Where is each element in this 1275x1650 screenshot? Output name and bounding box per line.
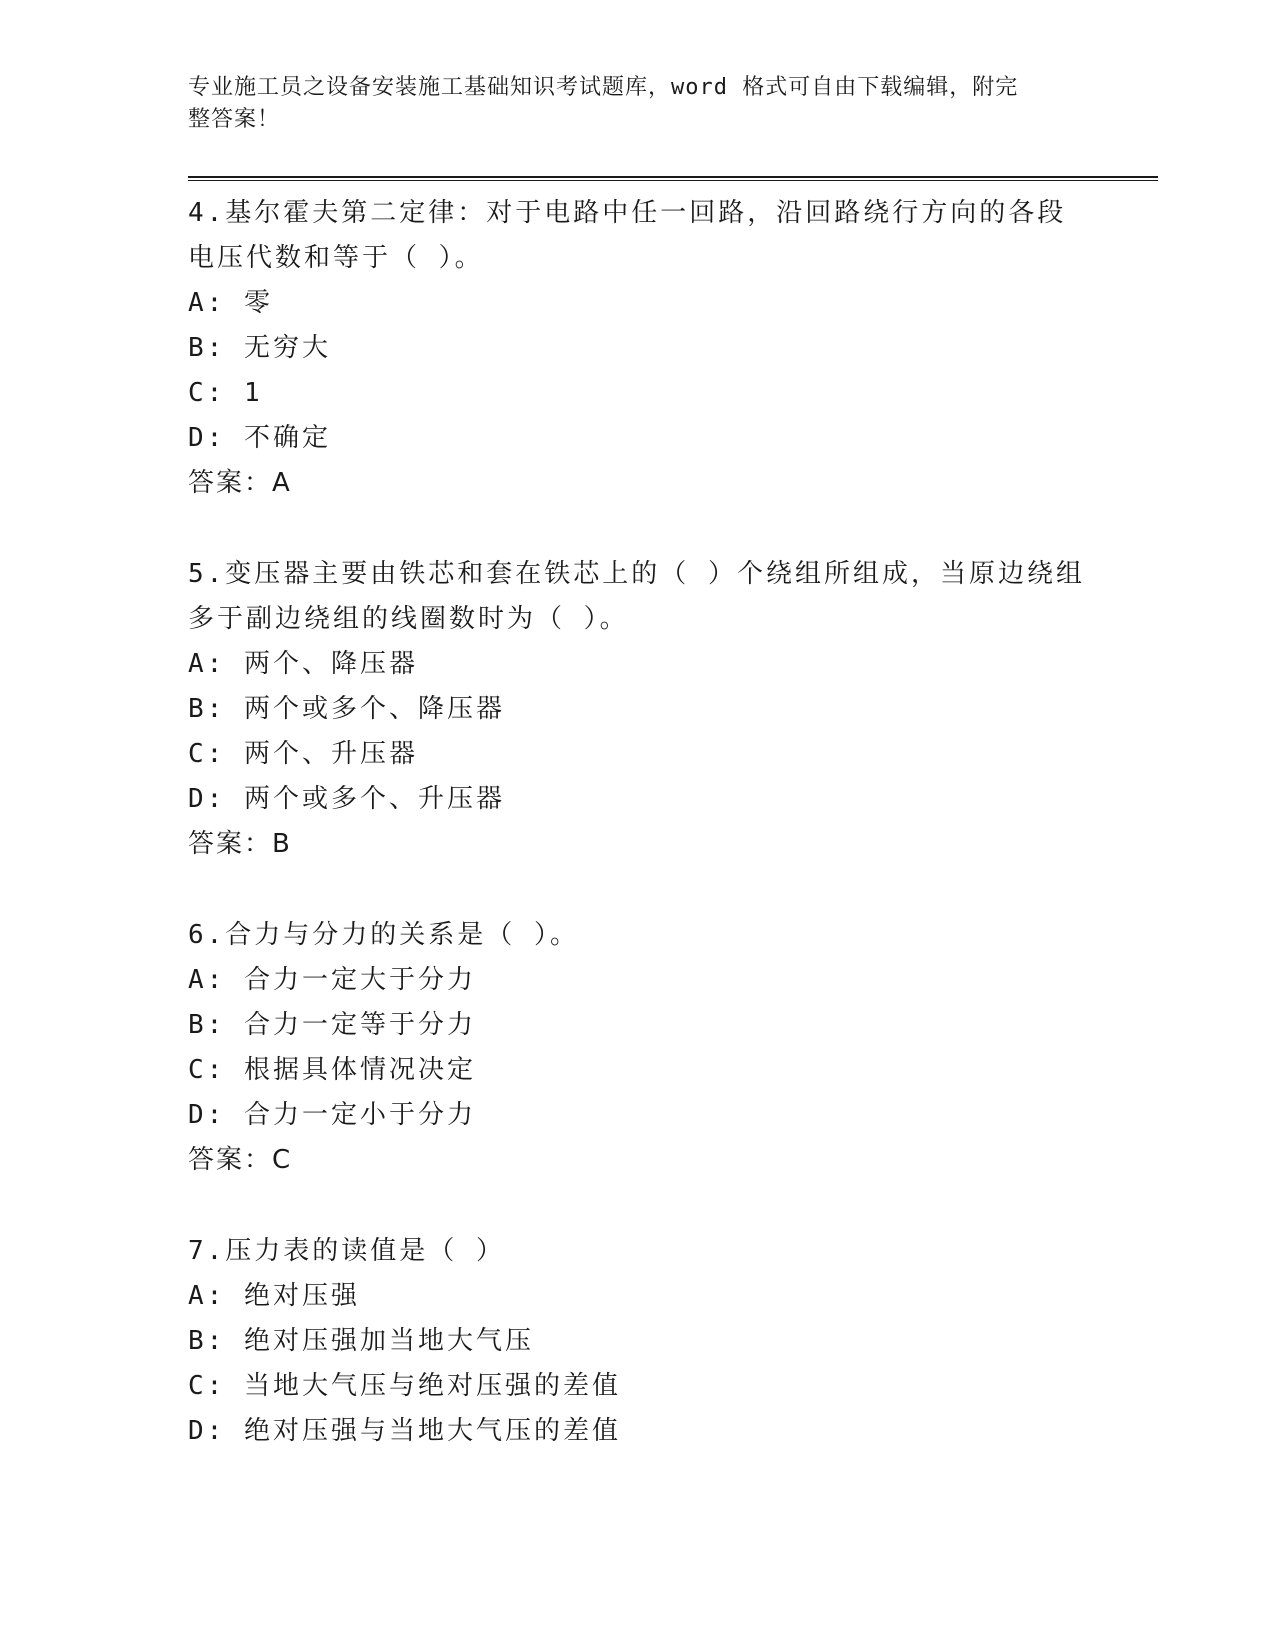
option-c: C: 两个、升压器 [188, 739, 418, 769]
option-d: D: 合力一定小于分力 [188, 1100, 476, 1130]
question-5 [188, 552, 1088, 867]
option-c: C: 当地大气压与绝对压强的差值 [188, 1371, 621, 1401]
header-line-1: 专业施工员之设备安装施工基础知识考试题库，word 格式可自由下载编辑，附完 [188, 75, 1019, 100]
question-stem: 7.压力表的读值是（ ） [188, 1236, 505, 1266]
question-stem: 6.合力与分力的关系是（ ）。 [188, 920, 579, 950]
option-a: A: 合力一定大于分力 [188, 965, 476, 995]
question-4 [188, 191, 1088, 506]
document-header [188, 72, 1088, 136]
option-a: A: 绝对压强 [188, 1281, 360, 1311]
option-a: A: 零 [188, 288, 273, 318]
option-d: D: 两个或多个、升压器 [188, 784, 505, 814]
question-list [188, 191, 1088, 1500]
question-stem: 4.基尔霍夫第二定律：对于电路中任一回路，沿回路绕行方向的各段 [188, 198, 1067, 228]
option-d: D: 不确定 [188, 423, 331, 453]
question-stem-continued: 多于副边绕组的线圈数时为（ ）。 [188, 604, 629, 634]
option-c: C: 根据具体情况决定 [188, 1055, 476, 1085]
question-7 [188, 1229, 1088, 1454]
option-b: B: 绝对压强加当地大气压 [188, 1326, 534, 1356]
answer-text: 答案：B [188, 829, 292, 859]
question-stem: 5.变压器主要由铁芯和套在铁芯上的（ ）个绕组所组成，当原边绕组 [188, 559, 1085, 589]
header-line-2: 整答案！ [188, 107, 281, 132]
option-c: C: 1 [188, 378, 263, 408]
answer-text: 答案：A [188, 468, 292, 498]
header-divider [188, 176, 1158, 181]
option-b: B: 合力一定等于分力 [188, 1010, 476, 1040]
question-6 [188, 913, 1088, 1183]
answer-text: 答案：C [188, 1145, 293, 1175]
question-stem-continued: 电压代数和等于（ ）。 [188, 243, 484, 273]
option-b: B: 两个或多个、降压器 [188, 694, 505, 724]
option-b: B: 无穷大 [188, 333, 331, 363]
option-a: A: 两个、降压器 [188, 649, 418, 679]
option-d: D: 绝对压强与当地大气压的差值 [188, 1416, 621, 1446]
